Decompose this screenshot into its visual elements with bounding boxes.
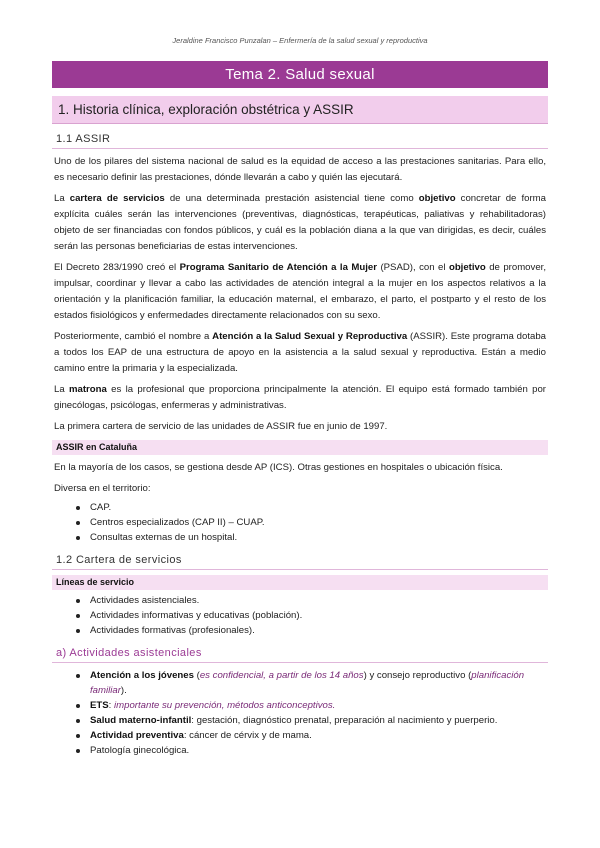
text: de promover, impulsar, coordinar y llevar a cabo las actividades de atención integral a la mujer en los aspectos relativos a la orientación y la planificación familiar, la educación maternal, el embarazo, el parto, el postparto y el resto de los estados fisiológicos y enfermedades directamente relacionados con su sexo. bbox=[54, 262, 546, 321]
bold-term: objetivo bbox=[418, 193, 456, 204]
section-title: 1. Historia clínica, exploración obstétrica y ASSIR bbox=[52, 96, 548, 124]
text: de una determinada prestación asistencial tiene como bbox=[164, 193, 419, 204]
list-item bbox=[90, 698, 548, 713]
text: La bbox=[54, 384, 69, 395]
text: Posteriormente, cambió el nombre a bbox=[54, 331, 213, 342]
bold-term: Actividad preventiva bbox=[90, 730, 184, 741]
bold-term: objetivo bbox=[448, 262, 486, 273]
list-item: Centros especializados (CAP II) – CUAP. bbox=[90, 515, 548, 530]
text: es la profesional que proporciona principalmente la atención. El equipo está formado también por ginecólogas, psicólogas, enfermeras y administrativas. bbox=[54, 384, 547, 411]
heading-assir-cataluna: ASSIR en Cataluña bbox=[52, 440, 548, 455]
bold-term: Atención a los jóvenes bbox=[90, 670, 194, 681]
paragraph-gestion: En la mayoría de los casos, se gestiona desde AP (ICS). Otras gestiones en hospitales o ubicación física. bbox=[54, 462, 503, 473]
text: (PSAD), con el bbox=[376, 262, 449, 273]
page-content bbox=[52, 0, 548, 758]
paragraph-primera-cartera: La primera cartera de servicio de las unidades de ASSIR fue en junio de 1997. bbox=[54, 421, 388, 432]
paragraph-decreto bbox=[54, 260, 546, 324]
list-territorio bbox=[52, 500, 548, 545]
bold-term: cartera de servicios bbox=[69, 193, 165, 204]
text: : gestación, diagnóstico prenatal, preparación al nacimiento y puerperio. bbox=[191, 715, 498, 726]
paragraph-diversa: Diversa en el territorio: bbox=[54, 483, 151, 494]
list-actividades bbox=[52, 668, 548, 758]
italic-note: importante su prevención, métodos anticonceptivos. bbox=[114, 700, 336, 711]
list-item bbox=[90, 728, 548, 743]
bold-term: Salud materno-infantil bbox=[90, 715, 192, 726]
bold-term: matrona bbox=[69, 384, 107, 395]
bold-term: Programa Sanitario de Atención a la Mujer bbox=[179, 262, 377, 273]
subsection-title-cartera: 1.2 Cartera de servicios bbox=[52, 552, 548, 570]
italic-note: planificación familiar bbox=[90, 670, 525, 696]
paragraph-equidad: Uno de los pilares del sistema nacional de salud es la equidad de acceso a las prestaciones sanitarias. Para ello, es necesario definir las prestaciones, dónde llevarán a cabo y quién las ejecutará. bbox=[54, 156, 546, 183]
heading-lineas-servicio: Líneas de servicio bbox=[52, 575, 548, 590]
paragraph-cartera bbox=[54, 191, 546, 255]
list-item: Actividades informativas y educativas (población). bbox=[90, 608, 548, 623]
bold-term: Atención a la Salud Sexual y Reproductiva bbox=[212, 331, 408, 342]
text: ). bbox=[120, 685, 127, 696]
bold-term: ETS bbox=[90, 700, 109, 711]
list-item bbox=[90, 713, 548, 728]
subsection-title-actividades: a) Actividades asistenciales bbox=[52, 645, 548, 663]
text: El Decreto 283/1990 creó el bbox=[54, 262, 180, 273]
list-lineas bbox=[52, 593, 548, 638]
italic-note: es confidencial, a partir de los 14 años bbox=[199, 670, 364, 681]
paragraph-assir-name bbox=[54, 329, 546, 377]
document-title: Tema 2. Salud sexual bbox=[52, 61, 548, 88]
text: La bbox=[54, 193, 70, 204]
text: : cáncer de cérvix y de mama. bbox=[183, 730, 312, 741]
text: concretar de forma explícita cuáles serán las intervenciones (preventivas, diagnósticas, terapéuticas, paliativas y rehabilitadoras) objeto de ser financiadas con fondos públicos, y cuál es la población diana a la que van dirigidas, es decir, cuáles serán las personas beneficiarias de estas intervenciones. bbox=[54, 193, 547, 252]
paragraph-matrona bbox=[54, 382, 546, 414]
list-item bbox=[90, 668, 548, 698]
text: (ASSIR). Este programa dotaba a todos los EAP de una estructura de apoyo en la asistencia a la salud sexual y reproductiva. Están a medio camino entre la primaria y la especializada. bbox=[54, 331, 546, 374]
list-item: CAP. bbox=[90, 500, 548, 515]
list-item: Consultas externas de un hospital. bbox=[90, 530, 548, 545]
text: ( bbox=[193, 670, 200, 681]
subsection-title-assir: 1.1 ASSIR bbox=[52, 131, 548, 149]
text: : bbox=[108, 700, 115, 711]
list-item: Actividades asistenciales. bbox=[90, 593, 548, 608]
list-item: Patología ginecológica. bbox=[90, 743, 548, 758]
list-item: Actividades formativas (profesionales). bbox=[90, 623, 548, 638]
text: ) y consejo reproductivo ( bbox=[363, 670, 472, 681]
running-header: Jeraldine Francisco Punzalan – Enfermería de la salud sexual y reproductiva bbox=[172, 36, 428, 45]
